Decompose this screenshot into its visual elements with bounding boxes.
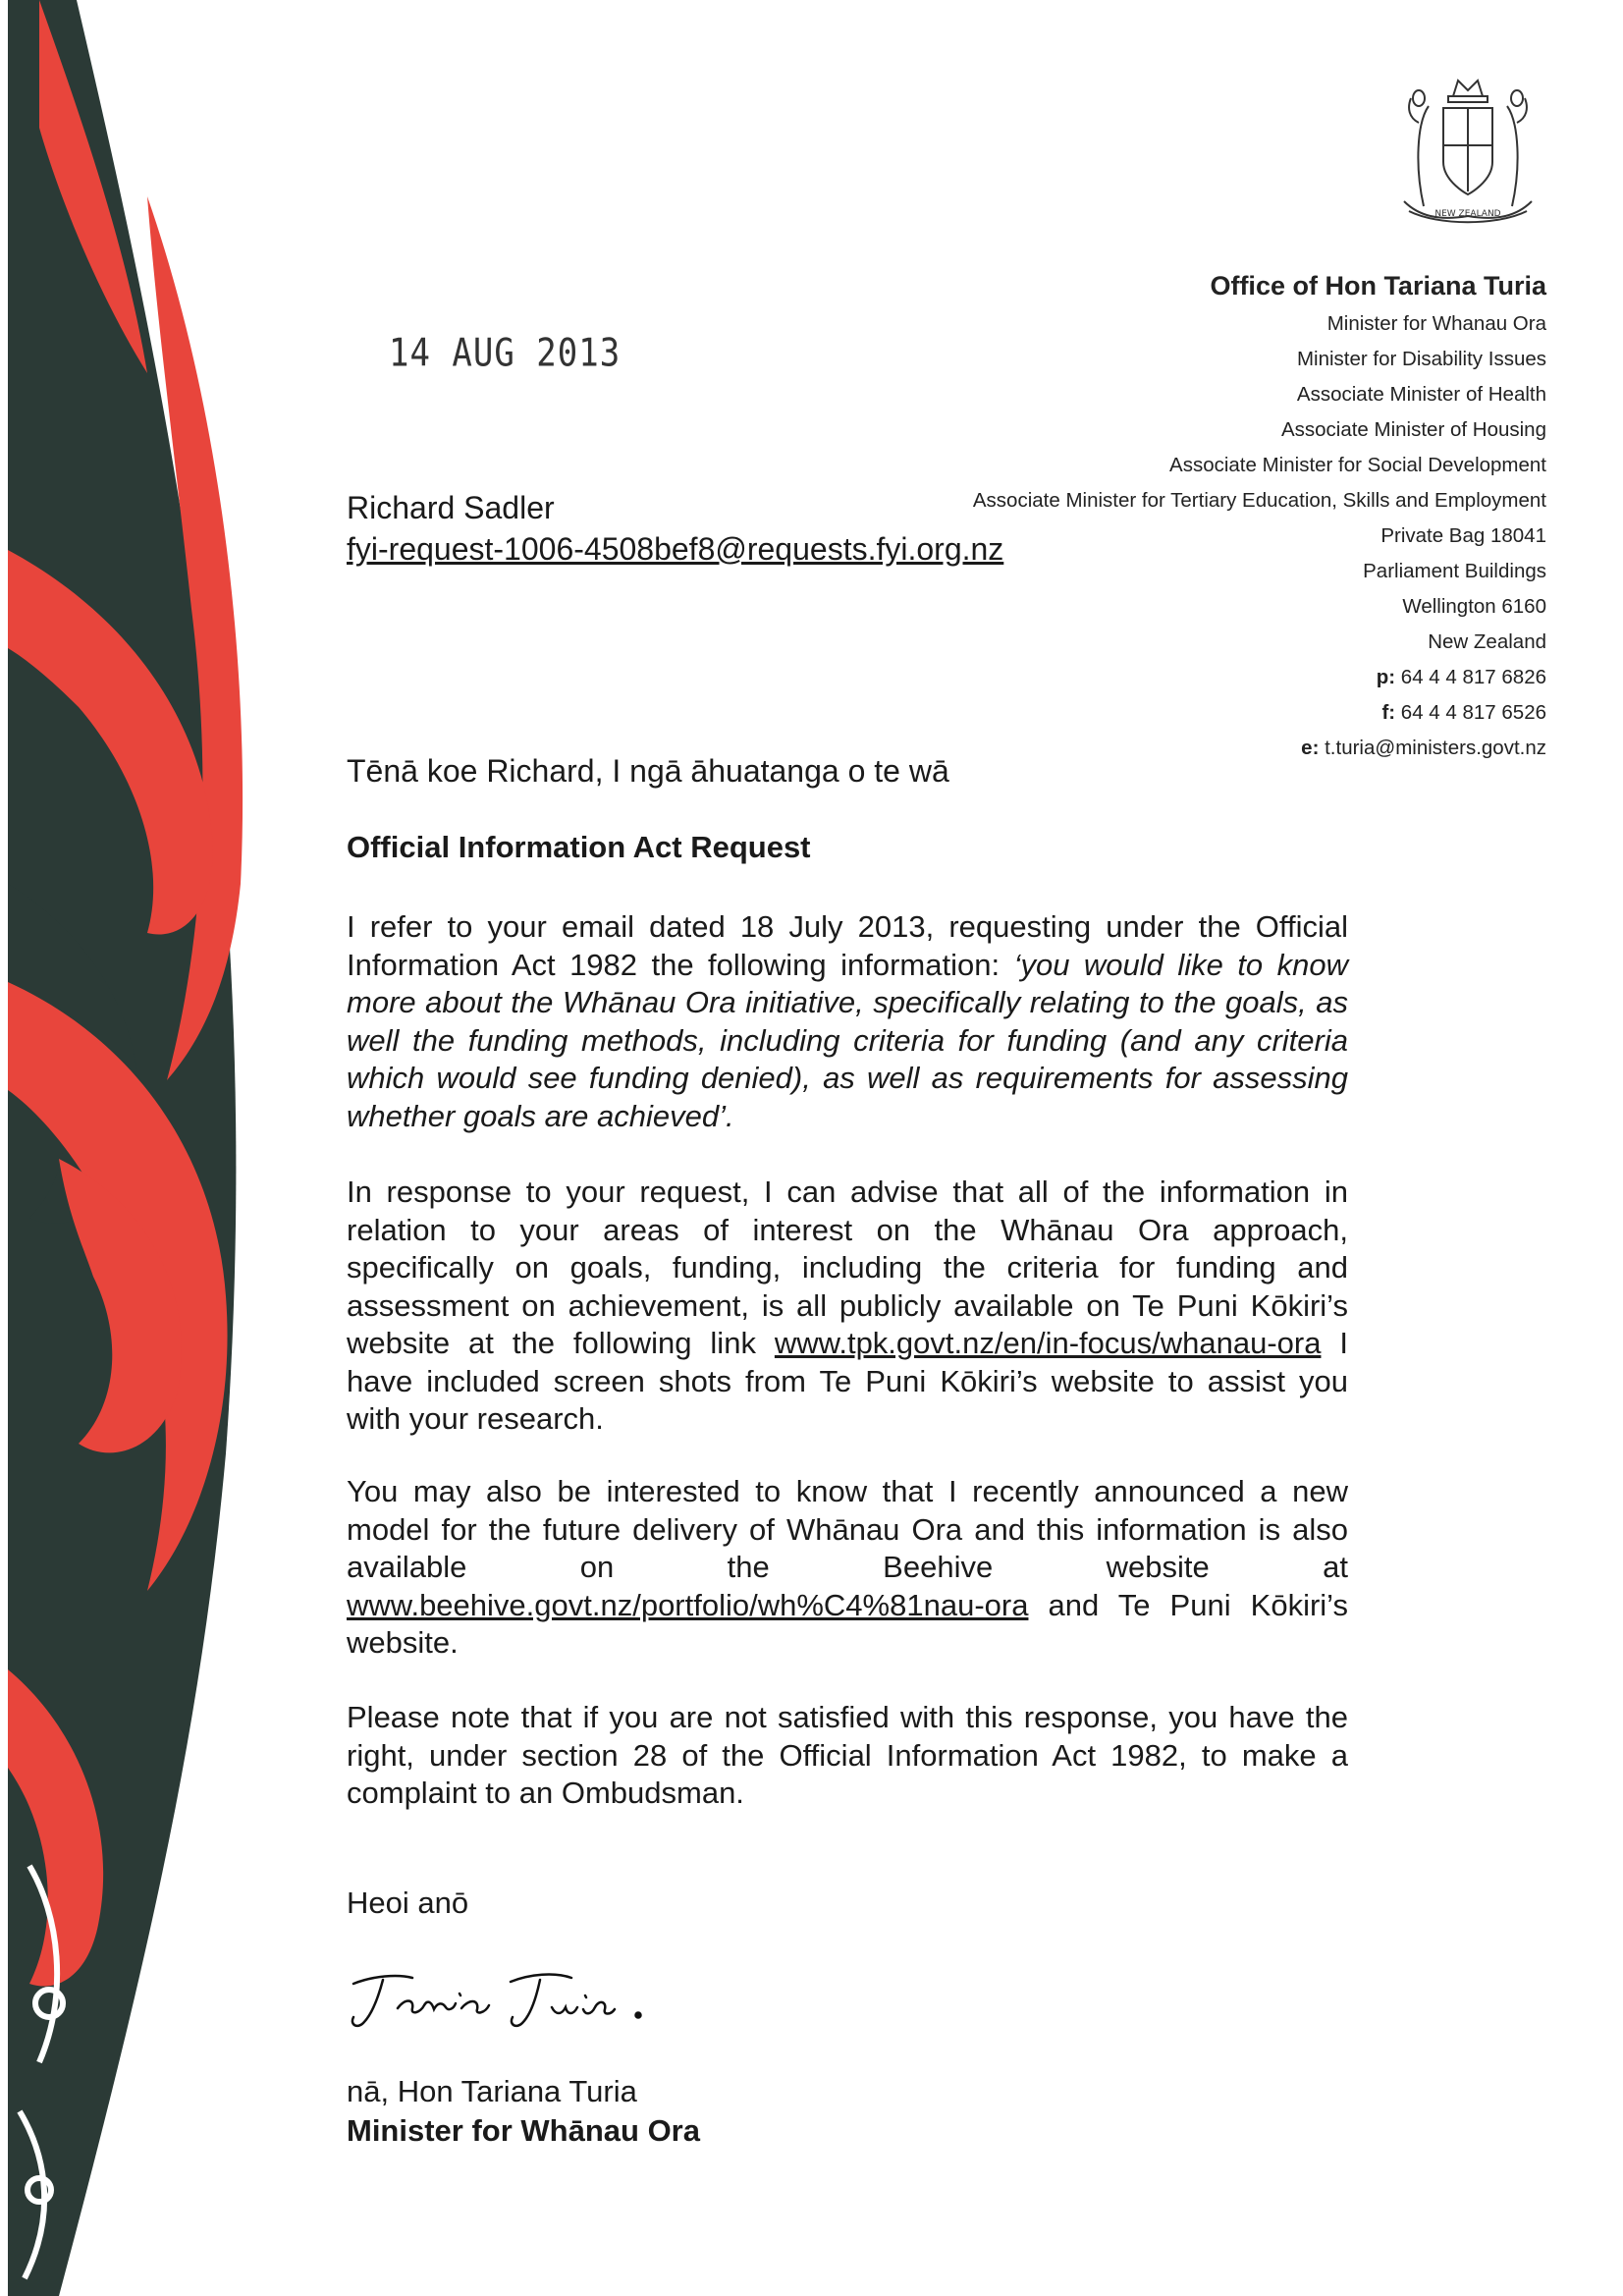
paragraph-request	[347, 908, 1348, 1135]
portfolio-line: Associate Minister of Housing	[1280, 418, 1546, 441]
email-label: e:	[1301, 737, 1320, 759]
paragraph-text: I have included screen shots from Te Puni Kōkiri’s website to assist you with your research.	[347, 1326, 1349, 1436]
paragraph-text: and Te Puni Kōkiri’s website.	[347, 1587, 1348, 1660]
crest-motto: NEW ZEALAND	[1434, 209, 1501, 219]
portfolio-line: Associate Minister of Health	[1296, 383, 1546, 406]
office-title: Office of Hon Tariana Turia	[1210, 271, 1546, 301]
handwritten-signature	[344, 1954, 697, 2043]
beehive-link[interactable]: www.beehive.govt.nz/portfolio/wh%C4%81nau-ora	[347, 1587, 1029, 1622]
signer-block	[347, 2072, 700, 2151]
portfolio-line: Minister for Whanau Ora	[1326, 312, 1546, 335]
signature-text: Tariana Turia.	[344, 2041, 351, 2042]
portfolio-line: Minister for Disability Issues	[1296, 348, 1546, 370]
closing: Heoi anō	[347, 1886, 469, 1920]
recipient-name: Richard Sadler	[347, 490, 555, 525]
paragraph-text: You may also be interested to know that I recently announced a new model for the future delivery of Whānau Ora and this information is also available on the Beehive website at	[347, 1474, 1348, 1584]
fax-label: f:	[1381, 701, 1396, 724]
address-line: Parliament Buildings	[1363, 560, 1546, 582]
office-email[interactable]: t.turia@ministers.govt.nz	[1325, 737, 1546, 759]
portfolio-line: Associate Minister for Tertiary Education, Skills and Employment	[972, 489, 1546, 512]
subject-heading: Official Information Act Request	[347, 830, 811, 864]
phone-line	[973, 660, 1546, 695]
address-line: Wellington 6160	[1402, 595, 1546, 618]
address-line: New Zealand	[1428, 630, 1546, 653]
koru-border-art	[0, 0, 285, 2296]
tpk-link[interactable]: www.tpk.govt.nz/en/in-focus/whanau-ora	[774, 1326, 1322, 1360]
address-line: Private Bag 18041	[1380, 524, 1546, 547]
phone-label: p:	[1376, 666, 1396, 688]
signer-title: Minister for Whānau Ora	[347, 2113, 700, 2148]
email-line	[973, 731, 1546, 766]
paragraph-text: I refer to your email dated 18 July 2013, requesting under the Official Information Act 1982 the following information:	[347, 909, 1348, 982]
date-stamp: 14 AUG 2013	[389, 331, 622, 376]
paragraph-beehive	[347, 1473, 1348, 1663]
phone-value: 64 4 4 817 6826	[1400, 666, 1546, 688]
request-quote: ‘you would like to know more about the Whānau Ora initiative, specifically relating to the goals, as well the funding methods, including criteria for funding (and any criteria which would see funding denied), as well as requirements for assessing whether goals are achieved’.	[347, 947, 1348, 1133]
paragraph-ombudsman: Please note that if you are not satisfied with this response, you have the right, under section 28 of the Official Information Act 1982, to make a complaint to an Ombudsman.	[347, 1700, 1348, 1810]
portfolio-line: Associate Minister for Social Development	[1169, 454, 1546, 476]
paragraph-response	[347, 1174, 1348, 1439]
greeting: Tēnā koe Richard, I ngā āhuatanga o te wā	[347, 753, 949, 789]
letterhead	[973, 267, 1546, 766]
nz-coat-of-arms-icon	[1380, 69, 1556, 236]
fax-line	[973, 695, 1546, 731]
paragraph-text: In response to your request, I can advise that all of the information in relation to your areas of interest on the Whānau Ora approach, specifically on goals, funding, including the criteria for funding and assessment on achievement, is all publicly available on Te Puni Kōkiri’s website at the following link	[347, 1175, 1348, 1360]
recipient-block	[347, 487, 1003, 570]
signer-name: nā, Hon Tariana Turia	[347, 2074, 637, 2108]
recipient-email-link[interactable]: fyi-request-1006-4508bef8@requests.fyi.org.nz	[347, 531, 1004, 567]
fax-value: 64 4 4 817 6526	[1400, 701, 1546, 724]
